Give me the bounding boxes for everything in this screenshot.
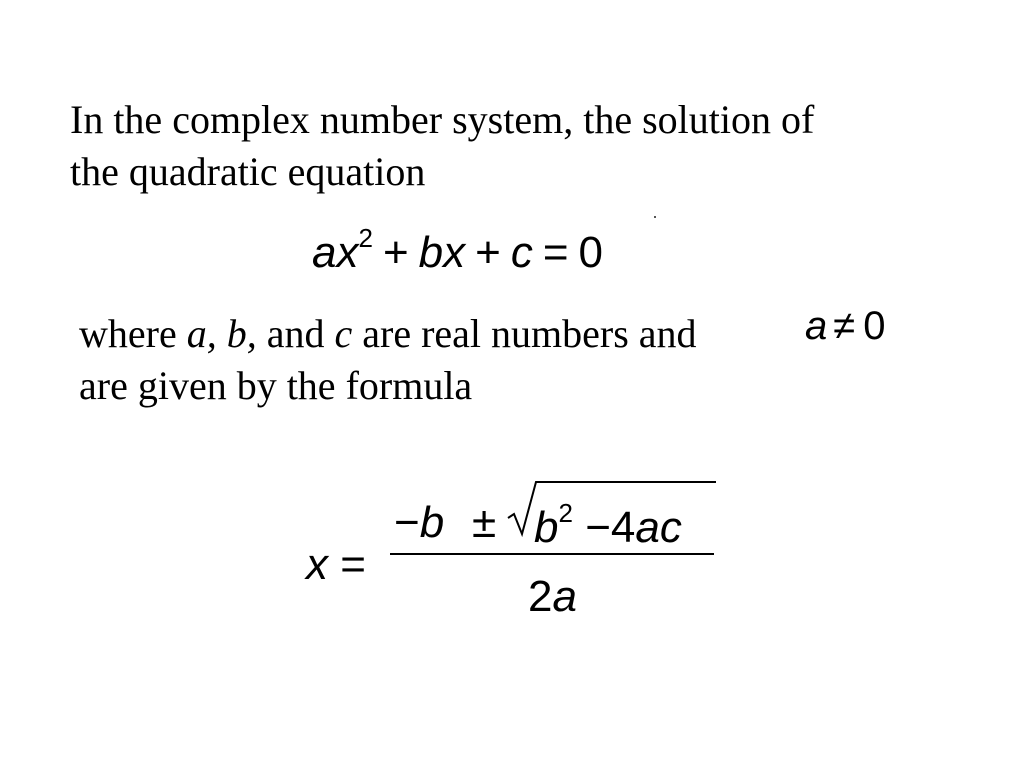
- radicand-minus: −: [585, 503, 611, 552]
- eq-var-a: a: [312, 228, 337, 277]
- denominator-a: a: [552, 572, 577, 621]
- not-equal-sign: ≠: [833, 304, 856, 348]
- condition-line-1: [79, 308, 697, 360]
- numerator-b: b: [419, 498, 445, 547]
- eq-equals: =: [542, 228, 569, 277]
- word-and: and: [266, 311, 325, 356]
- fraction-bar: [390, 553, 714, 555]
- eq-plus-1: +: [382, 228, 409, 277]
- condition-line-2: are given by the formula: [79, 363, 473, 408]
- numerator-minus-b: [394, 498, 444, 548]
- stray-dot: [654, 216, 656, 218]
- condition-paragraph: [79, 308, 697, 412]
- quadratic-equation: [312, 225, 603, 275]
- intro-line-1: In the complex number system, the solution of: [70, 97, 815, 142]
- var-a: a,: [186, 311, 217, 356]
- quadratic-formula: [306, 478, 726, 628]
- condition-rest: are real numbers and: [362, 311, 697, 356]
- eq-exponent: 2: [358, 223, 373, 253]
- formula-x: x: [306, 540, 328, 589]
- formula-lhs: [306, 540, 366, 590]
- eq-plus-2: +: [475, 228, 501, 277]
- radicand-exponent: 2: [558, 498, 573, 528]
- word-where: where: [79, 311, 177, 356]
- formula-denominator: [528, 572, 577, 622]
- square-root-icon: [506, 478, 716, 538]
- eq-zero: 0: [578, 228, 604, 277]
- intro-paragraph: [70, 94, 814, 198]
- denominator-two: 2: [528, 572, 553, 621]
- intro-line-2: the quadratic equation: [70, 149, 426, 194]
- eq-var-x: x: [336, 228, 359, 277]
- radicand-four: 4: [610, 503, 636, 552]
- a-not-zero: [805, 306, 885, 346]
- plus-minus-sign: ±: [472, 498, 497, 547]
- formula-equals: =: [340, 540, 366, 589]
- ineq-var-a: a: [805, 304, 828, 348]
- eq-var-x-2: x: [443, 228, 466, 277]
- ineq-zero: 0: [863, 304, 886, 348]
- var-b: b,: [226, 311, 257, 356]
- numerator-minus: −: [394, 498, 420, 547]
- var-c: c: [334, 311, 353, 356]
- radicand-b: b: [534, 503, 559, 552]
- eq-var-c: c: [510, 228, 533, 277]
- radicand-ac: ac: [635, 503, 682, 552]
- eq-var-b: b: [418, 228, 444, 277]
